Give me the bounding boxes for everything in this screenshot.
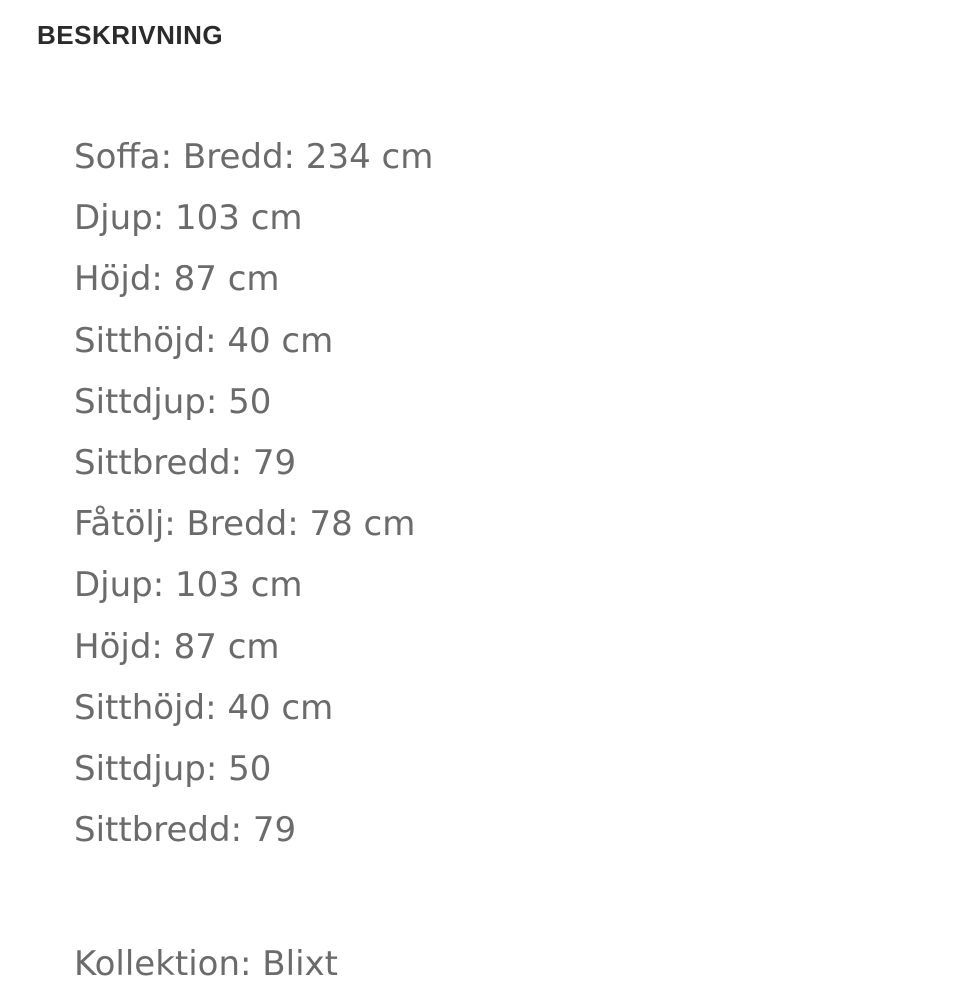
description-line: Sitthöjd: 40 cm <box>74 687 334 728</box>
description-line: Höjd: 87 cm <box>74 259 280 300</box>
description-line: Soffa: Bredd: 234 cm <box>74 137 434 177</box>
description-line: Djup: 103 cm <box>74 198 303 239</box>
description-line: Sittdjup: 50 <box>74 748 272 789</box>
description-line: Fåtölj: Bredd: 78 cm <box>74 504 416 545</box>
description-line: Sitthöjd: 40 cm <box>74 320 334 361</box>
description-line: Djup: 103 cm <box>74 565 303 606</box>
description-list <box>74 127 433 861</box>
description-line: Sittbredd: 79 <box>74 810 297 851</box>
collection-text: Kollektion: Blixt <box>74 944 338 984</box>
description-line: Höjd: 87 cm <box>74 626 280 667</box>
description-heading: BESKRIVNING <box>37 20 224 50</box>
description-line: Sittdjup: 50 <box>74 381 272 422</box>
description-line: Sittbredd: 79 <box>74 442 297 483</box>
